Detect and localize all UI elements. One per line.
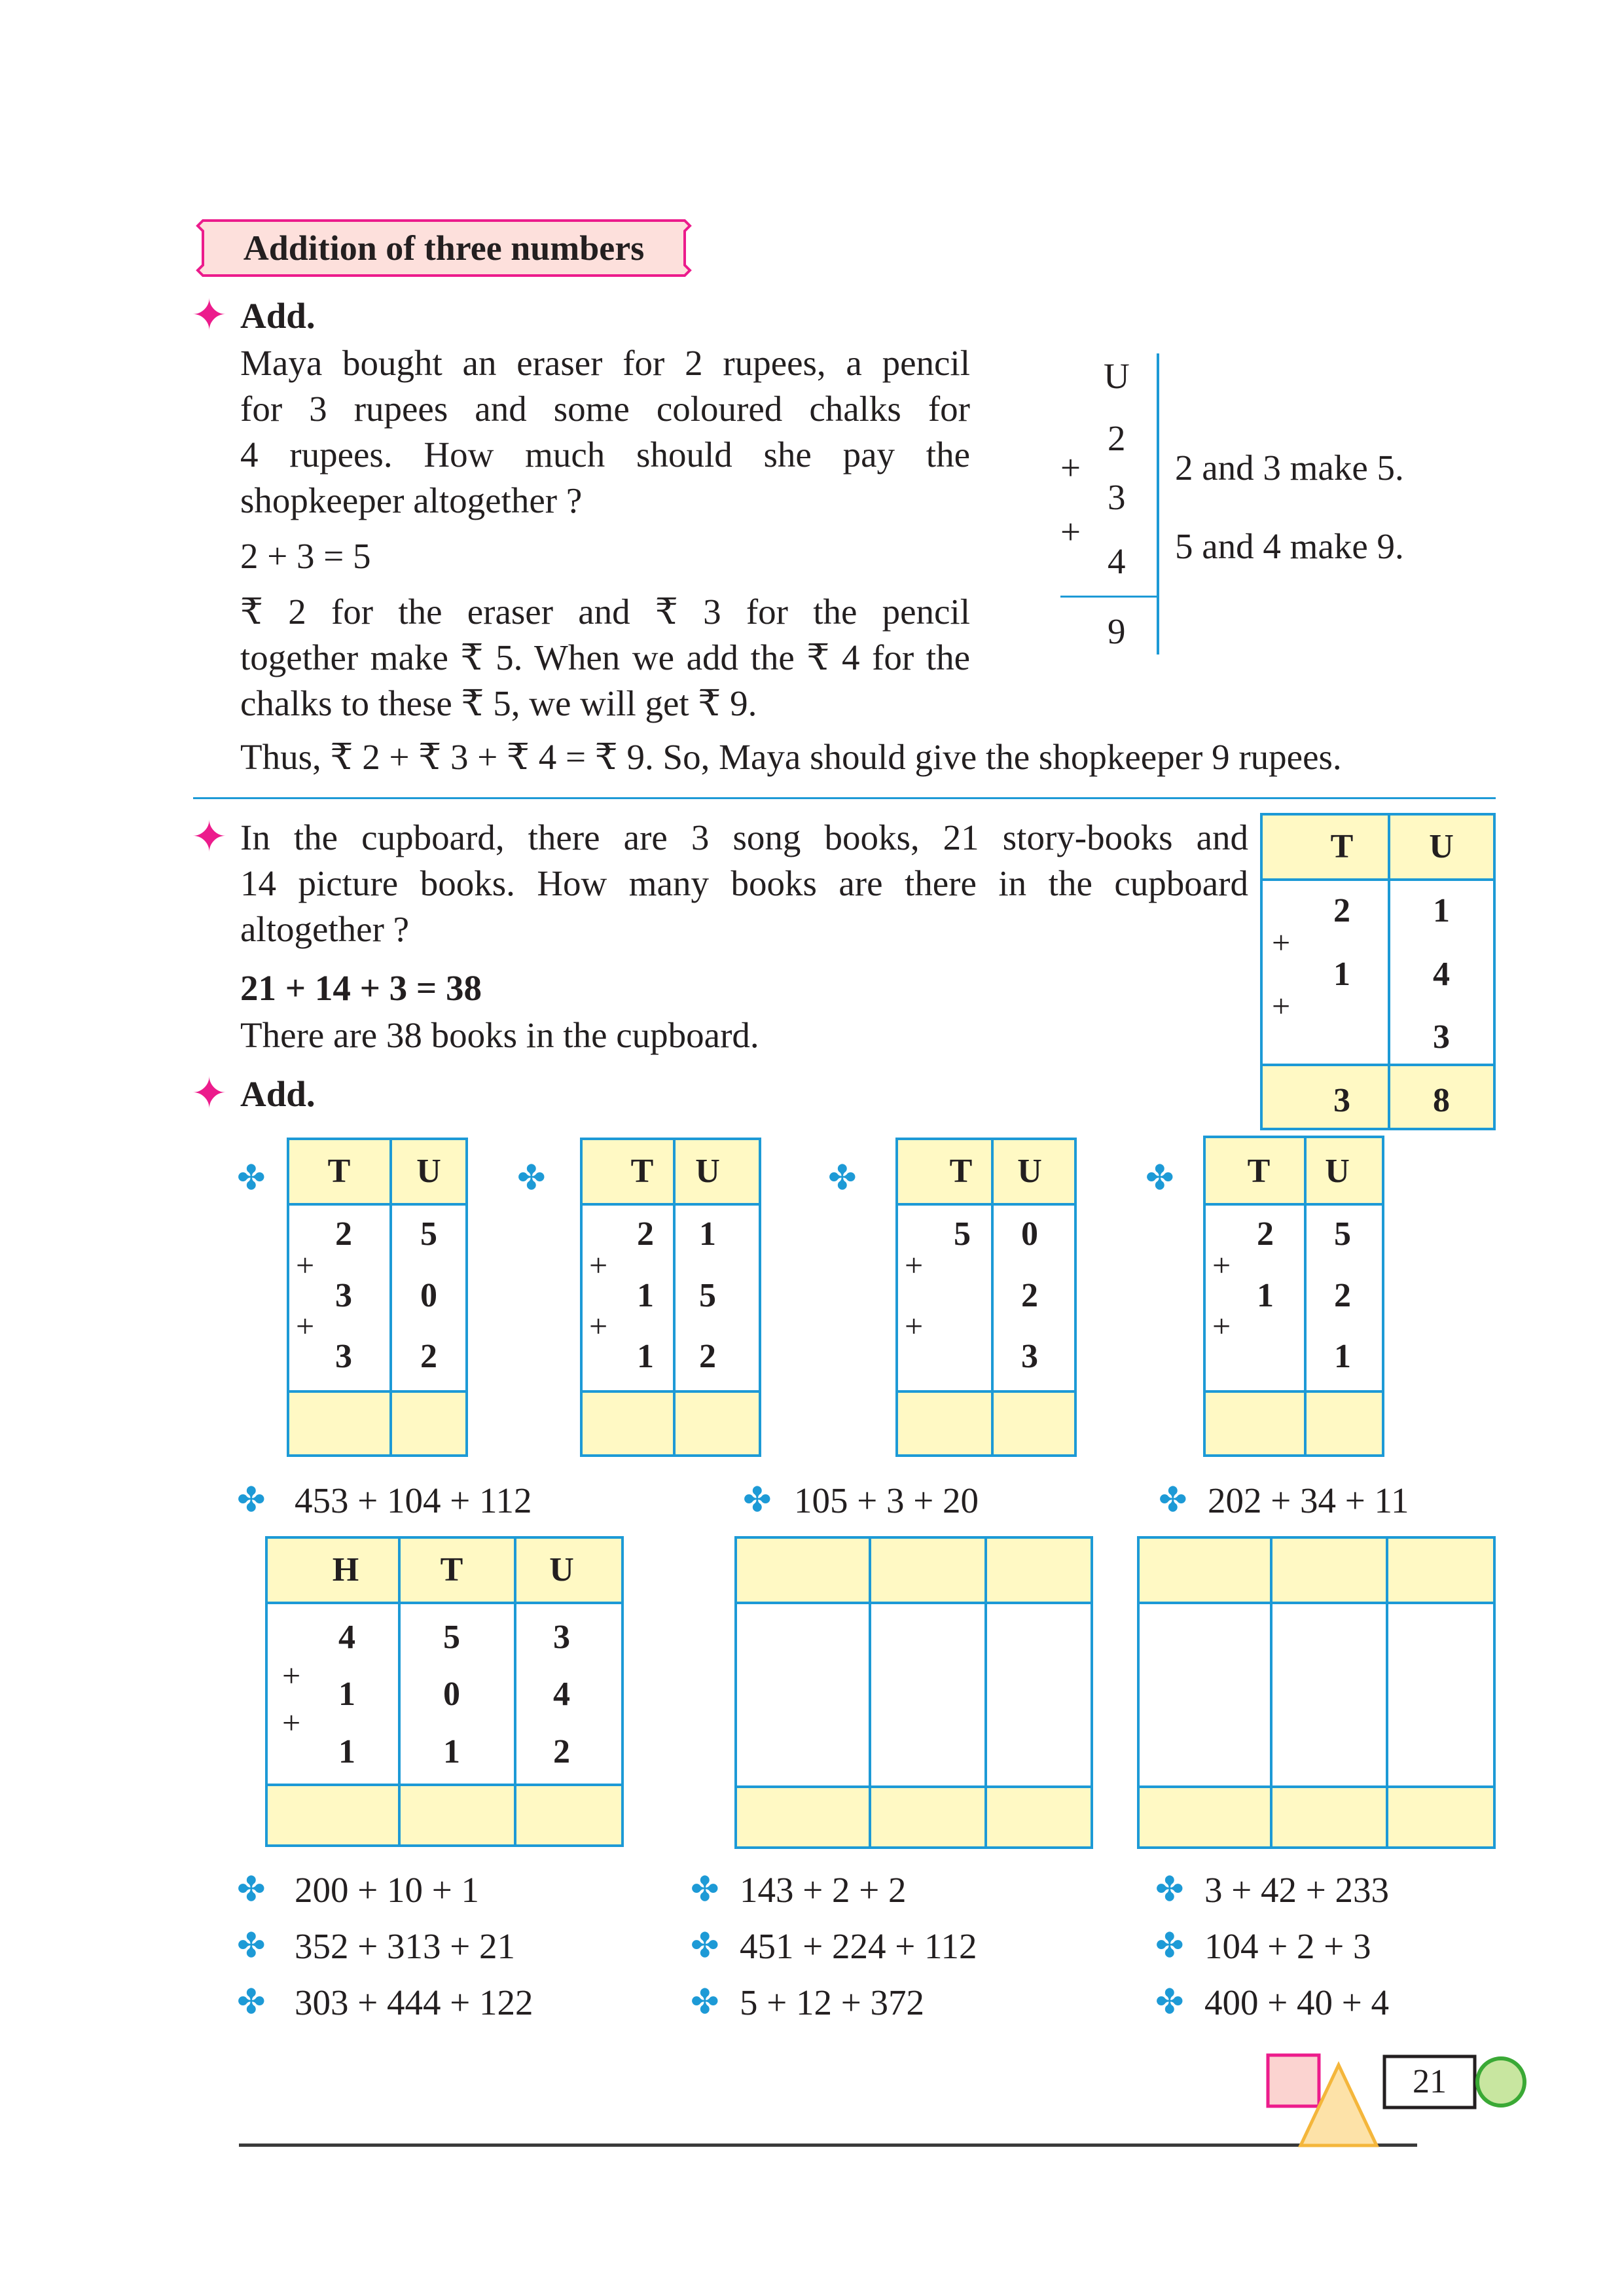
plus-sign: + xyxy=(1212,1247,1231,1283)
cell-r3-units: 2 xyxy=(420,1338,437,1375)
plus-sign: + xyxy=(589,1247,608,1283)
cell-r1-h: 4 xyxy=(338,1619,355,1656)
cell-r3-tens: 3 xyxy=(335,1338,352,1375)
cell-r3-units: 3 xyxy=(1433,1018,1450,1056)
col-divider xyxy=(1270,1536,1272,1849)
clover-icon: ✤ xyxy=(237,1984,266,2021)
col-divider xyxy=(673,1138,676,1457)
plus-sign: + xyxy=(905,1308,924,1344)
list-item: 104 + 2 + 3 xyxy=(1204,1926,1371,1966)
answer-divider xyxy=(734,1785,1093,1788)
add-label-1: Add. xyxy=(240,296,316,336)
story-line-4: shopkeeper altogether ? xyxy=(240,480,583,520)
section-heading xyxy=(195,218,693,278)
addend-1: 2 xyxy=(1108,418,1126,458)
table-border xyxy=(895,1138,1077,1457)
cell-r2-units: 0 xyxy=(420,1277,437,1314)
star-icon: ✦ xyxy=(191,292,228,340)
col-divider xyxy=(984,1536,987,1849)
col-divider xyxy=(991,1138,994,1457)
question-line-3: altogether ? xyxy=(240,909,410,949)
header-divider xyxy=(734,1602,1093,1604)
cell-r3-u: 2 xyxy=(553,1733,570,1770)
list-item: 143 + 2 + 2 xyxy=(740,1870,907,1910)
clover-icon: ✤ xyxy=(237,1482,266,1519)
cell-r1-tens: 2 xyxy=(1333,892,1350,929)
story-line-3: 4 rupees. How much should she pay the xyxy=(240,435,970,475)
tu-table-example xyxy=(1260,813,1496,1130)
clover-icon: ✤ xyxy=(743,1482,772,1519)
answer-line: There are 38 books in the cupboard. xyxy=(240,1015,759,1055)
header-divider xyxy=(265,1602,624,1604)
star-icon: ✦ xyxy=(191,814,228,861)
circle-shape xyxy=(1477,2058,1525,2106)
clover-icon: ✤ xyxy=(691,1871,719,1909)
add-label-3: Add. xyxy=(240,1074,316,1114)
tens-header: T xyxy=(440,1551,463,1588)
tens-header: T xyxy=(1247,1153,1271,1190)
cell-r1-tens: 2 xyxy=(335,1215,352,1253)
tu-exercise-table-3 xyxy=(895,1138,1077,1457)
units-header: U xyxy=(1104,356,1130,396)
clover-icon: ✤ xyxy=(1159,1482,1187,1519)
story-line-2: for 3 rupees and some coloured chalks for xyxy=(240,389,970,429)
cell-r1-tens: 5 xyxy=(954,1215,971,1253)
col-divider xyxy=(398,1536,401,1847)
col-divider xyxy=(1386,1536,1388,1849)
cell-r1-units: 5 xyxy=(420,1215,437,1253)
cell-r2-tens: 1 xyxy=(637,1277,654,1314)
answer-divider xyxy=(1203,1390,1384,1393)
clover-icon: ✤ xyxy=(517,1160,546,1197)
col-divider xyxy=(514,1536,516,1847)
sum-divider xyxy=(1260,1064,1496,1066)
cell-r2-tens: 3 xyxy=(335,1277,352,1314)
clover-icon: ✤ xyxy=(1146,1160,1174,1197)
explain-line-1: ₹ 2 for the eraser and ₹ 3 for the pencil xyxy=(240,592,970,632)
plus-sign: + xyxy=(296,1247,315,1283)
col-divider xyxy=(869,1536,871,1849)
clover-icon: ✤ xyxy=(237,1928,266,1965)
cell-r3-units: 1 xyxy=(1334,1338,1351,1375)
note-2: 5 and 4 make 9. xyxy=(1175,526,1404,566)
table-border xyxy=(580,1138,761,1457)
header-divider xyxy=(1137,1602,1496,1604)
clover-icon: ✤ xyxy=(237,1871,266,1909)
clover-icon: ✤ xyxy=(1155,1928,1184,1965)
exercise-expression-3: 202 + 34 + 11 xyxy=(1208,1480,1409,1520)
square-shape xyxy=(1268,2055,1319,2106)
cell-r2-h: 1 xyxy=(338,1676,355,1713)
cell-r2-units: 2 xyxy=(1021,1277,1038,1314)
table-border xyxy=(1137,1536,1496,1849)
plus-sign: + xyxy=(589,1308,608,1344)
answer-divider xyxy=(265,1784,624,1786)
tu-exercise-table-1 xyxy=(287,1138,468,1457)
explain-line-3: chalks to these ₹ 5, we will get ₹ 9. xyxy=(240,683,757,723)
plus-sign: + xyxy=(1060,448,1081,488)
sum-value: 9 xyxy=(1108,611,1126,651)
exercise-expression-1: 453 + 104 + 112 xyxy=(295,1480,532,1520)
divider-line xyxy=(1157,353,1159,655)
cell-r1-units: 5 xyxy=(1334,1215,1351,1253)
clover-icon: ✤ xyxy=(691,1984,719,2021)
plus-sign: + xyxy=(296,1308,315,1344)
cell-r1-t: 5 xyxy=(443,1619,460,1656)
plus-sign: + xyxy=(282,1704,301,1741)
plus-sign: + xyxy=(1272,924,1291,961)
units-header: U xyxy=(549,1551,574,1588)
page-number: 21 xyxy=(1413,2063,1447,2100)
cell-r2-units: 5 xyxy=(699,1277,716,1314)
cell-r2-tens: 1 xyxy=(1333,956,1350,993)
units-header: U xyxy=(1325,1153,1350,1190)
explain-line-2: together make ₹ 5. When we add the ₹ 4 for the xyxy=(240,637,970,677)
addend-3: 4 xyxy=(1108,541,1126,581)
thus-line: Thus, ₹ 2 + ₹ 3 + ₹ 4 = ₹ 9. So, Maya should give the shopkeeper 9 rupees. xyxy=(240,737,1342,777)
cell-r3-h: 1 xyxy=(338,1733,355,1770)
list-item: 5 + 12 + 372 xyxy=(740,1982,925,2022)
list-item: 352 + 313 + 21 xyxy=(295,1926,516,1966)
clover-icon: ✤ xyxy=(1155,1984,1184,2021)
sum-tens: 3 xyxy=(1333,1082,1350,1119)
clover-icon: ✤ xyxy=(828,1160,857,1197)
question-line-1: In the cupboard, there are 3 song books, 21 story-books and xyxy=(240,817,1248,857)
tu-exercise-table-4 xyxy=(1203,1136,1384,1457)
col-divider xyxy=(1388,813,1390,1130)
note-1: 2 and 3 make 5. xyxy=(1175,448,1404,488)
section-divider xyxy=(193,797,1496,799)
tu-exercise-table-2 xyxy=(580,1138,761,1457)
clover-icon: ✤ xyxy=(1155,1871,1184,1909)
answer-divider xyxy=(895,1390,1077,1393)
equation-2: 21 + 14 + 3 = 38 xyxy=(240,968,482,1008)
answer-divider xyxy=(1137,1785,1496,1788)
cell-r1-u: 3 xyxy=(553,1619,570,1656)
cell-r2-u: 4 xyxy=(553,1676,570,1713)
list-item: 451 + 224 + 112 xyxy=(740,1926,977,1966)
col-divider xyxy=(389,1138,392,1457)
cell-r1-tens: 2 xyxy=(1257,1215,1274,1253)
units-header: U xyxy=(1429,828,1454,865)
list-item: 200 + 10 + 1 xyxy=(295,1870,480,1910)
tens-header: T xyxy=(949,1153,973,1190)
hundreds-header: H xyxy=(332,1551,359,1588)
cell-r1-units: 0 xyxy=(1021,1215,1038,1253)
footer-rule xyxy=(239,2144,1417,2147)
tens-header: T xyxy=(327,1153,351,1190)
sum-units: 8 xyxy=(1433,1082,1450,1119)
header-divider xyxy=(1203,1203,1384,1206)
addend-2: 3 xyxy=(1108,477,1126,517)
cell-r2-units: 4 xyxy=(1433,956,1450,993)
units-header: U xyxy=(695,1153,720,1190)
answer-divider xyxy=(580,1390,761,1393)
exercise-expression-2: 105 + 3 + 20 xyxy=(794,1480,979,1520)
star-icon: ✦ xyxy=(191,1070,228,1118)
cell-r3-units: 2 xyxy=(699,1338,716,1375)
htu-table xyxy=(265,1536,624,1847)
answer-divider xyxy=(287,1390,468,1393)
col-divider xyxy=(1304,1136,1307,1457)
cell-r1-units: 1 xyxy=(1433,892,1450,929)
cell-r1-units: 1 xyxy=(699,1215,716,1253)
empty-htu-table-2 xyxy=(734,1536,1093,1849)
plus-sign: + xyxy=(905,1247,924,1283)
tens-header: T xyxy=(1330,828,1354,865)
equation-1: 2 + 3 = 5 xyxy=(240,536,371,576)
plus-sign: + xyxy=(1212,1308,1231,1344)
page-title: Addition of three numbers xyxy=(243,228,645,268)
list-item: 303 + 444 + 122 xyxy=(295,1982,533,2022)
empty-htu-table-3 xyxy=(1137,1536,1496,1849)
clover-icon: ✤ xyxy=(691,1928,719,1965)
question-line-2: 14 picture books. How many books are there in the cupboard xyxy=(240,863,1248,903)
list-item: 400 + 40 + 4 xyxy=(1204,1982,1390,2022)
header-divider xyxy=(287,1203,468,1206)
header-divider xyxy=(895,1203,1077,1206)
story-line-1: Maya bought an eraser for 2 rupees, a pencil xyxy=(240,343,970,383)
sum-line xyxy=(1060,596,1159,598)
cell-r2-tens: 1 xyxy=(1257,1277,1274,1314)
table-border xyxy=(734,1536,1093,1849)
plus-sign: + xyxy=(282,1657,301,1694)
plus-sign: + xyxy=(1060,512,1081,552)
header-divider xyxy=(580,1203,761,1206)
cell-r3-t: 1 xyxy=(443,1733,460,1770)
units-header: U xyxy=(416,1153,441,1190)
list-item: 3 + 42 + 233 xyxy=(1204,1870,1390,1910)
tens-header: T xyxy=(630,1153,654,1190)
clover-icon: ✤ xyxy=(237,1160,266,1197)
header-divider xyxy=(1260,878,1496,881)
vertical-addition xyxy=(1047,353,1506,668)
plus-sign: + xyxy=(1272,988,1291,1024)
cell-r2-t: 0 xyxy=(443,1676,460,1713)
cell-r2-units: 2 xyxy=(1334,1277,1351,1314)
cell-r1-tens: 2 xyxy=(637,1215,654,1253)
cell-r3-units: 3 xyxy=(1021,1338,1038,1375)
units-header: U xyxy=(1017,1153,1042,1190)
cell-r3-tens: 1 xyxy=(637,1338,654,1375)
